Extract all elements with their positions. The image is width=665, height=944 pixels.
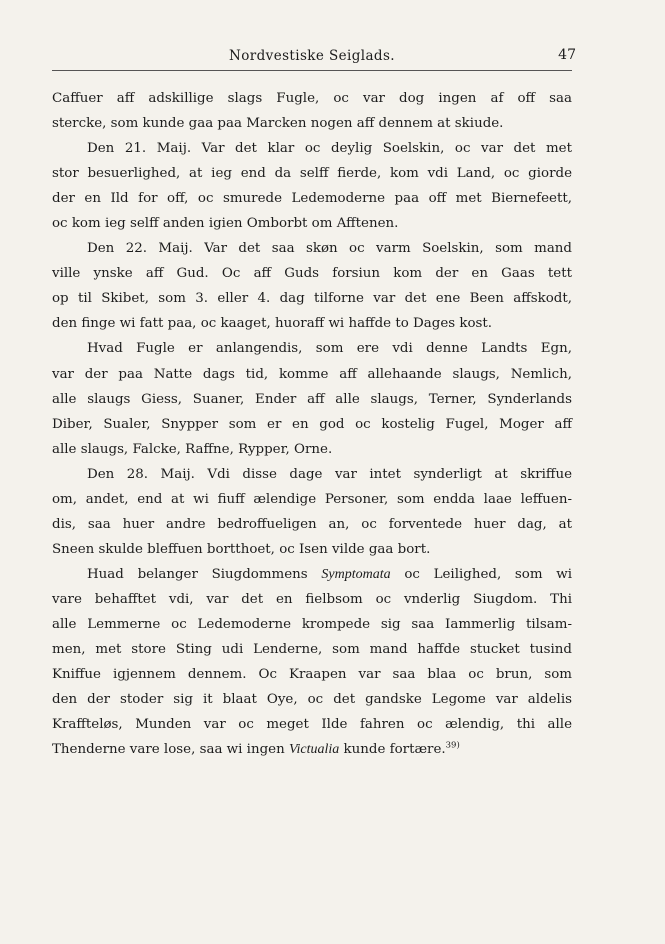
text-line: stercke, som kunde gaa paa Marcken nogen aff dennem at skiude. [52,116,504,132]
text-line: alle Lemmerne oc Ledemoderne krompede sig saa Iammerlig tilsam- [52,616,572,632]
header-rule [52,70,572,71]
text-line: vare behafftet vdi, var det en fielbsom oc vnderlig Siugdom. Thi [52,591,572,607]
text-line: Den 22. Maij. Var det saa skøn oc varm Soelskin, som mand [87,241,572,257]
text-line: der en Ild for off, oc smurede Ledemoderne paa off met Biernefeett, [52,191,572,207]
text-line: Sneen skulde bleffuen bortthoet, oc Isen vilde gaa bort. [52,541,431,557]
last-line-text: Thenderne vare lose, saa wi ingen Victualia kunde fortære. [52,742,446,758]
text-line: ville ynske aff Gud. Oc aff Guds forsiun kom der en Gaas tett [52,266,572,282]
text-line: oc kom ieg selff anden igien Omborbt om Afftenen. [52,216,399,232]
page-number: 47 [558,47,576,63]
text-line: den finge wi fatt paa, oc kaaget, huoraff wi haffde to Dages kost. [52,316,493,332]
text-line: op til Skibet, som 3. eller 4. dag tilforne var det ene Been affskodt, [52,291,572,307]
text-line [52,737,572,762]
text-line: Diber, Sualer, Snypper som er en god oc kostelig Fugel, Moger aff [52,416,572,432]
text-line: Den 28. Maij. Vdi disse dage var intet synderligt at skriffue [87,466,572,482]
text-line: alle slaugs, Falcke, Raffne, Rypper, Orne. [52,441,333,457]
text-line: stor besuerlighed, at ieg end da selff fierde, kom vdi Land, oc giorde [52,166,572,182]
text-line: Den 21. Maij. Var det klar oc deylig Soelskin, oc var det met [87,141,572,157]
text-line: Caffuer aff adskillige slags Fugle, oc var dog ingen af off saa [52,91,572,106]
italic-term: Symptomata [321,566,391,582]
text-line: alle slaugs Giess, Suaner, Ender aff alle slaugs, Terner, Synderlands [52,391,572,407]
text-line: Kraffteløs, Munden var oc meget Ilde fahren oc ælendig, thi alle [52,717,572,733]
text-line: dis, saa huer andre bedroffueligen an, oc forventede huer dag, at [52,516,572,532]
italic-term: Victualia [288,742,340,758]
page-header [52,44,576,70]
text-line: men, met store Sting udi Lenderne, som mand haffde stucket tusind [52,642,572,658]
footnote-marker: 39) [445,740,460,751]
text-line: Kniffue igjennem dennem. Oc Kraapen var saa blaa oc brun, som [52,667,572,683]
text-line: Hvad Fugle er anlangendis, som ere vdi denne Landts Egn, [87,341,572,357]
body-text [52,86,572,762]
text-line: om, andet, end at wi fiuff ælendige Personer, som endda laae leffuen- [52,491,572,507]
text-line: var der paa Natte dags tid, komme aff allehaande slaugs, Nemlich, [52,366,572,382]
running-title: Nordvestiske Seiglads. [229,48,395,64]
text-line: den der stoder sig it blaat Oye, oc det gandske Legome var aldelis [52,692,572,708]
text-line: Huad belanger Siugdommens Symptomata oc Leilighed, som wi [87,566,573,582]
